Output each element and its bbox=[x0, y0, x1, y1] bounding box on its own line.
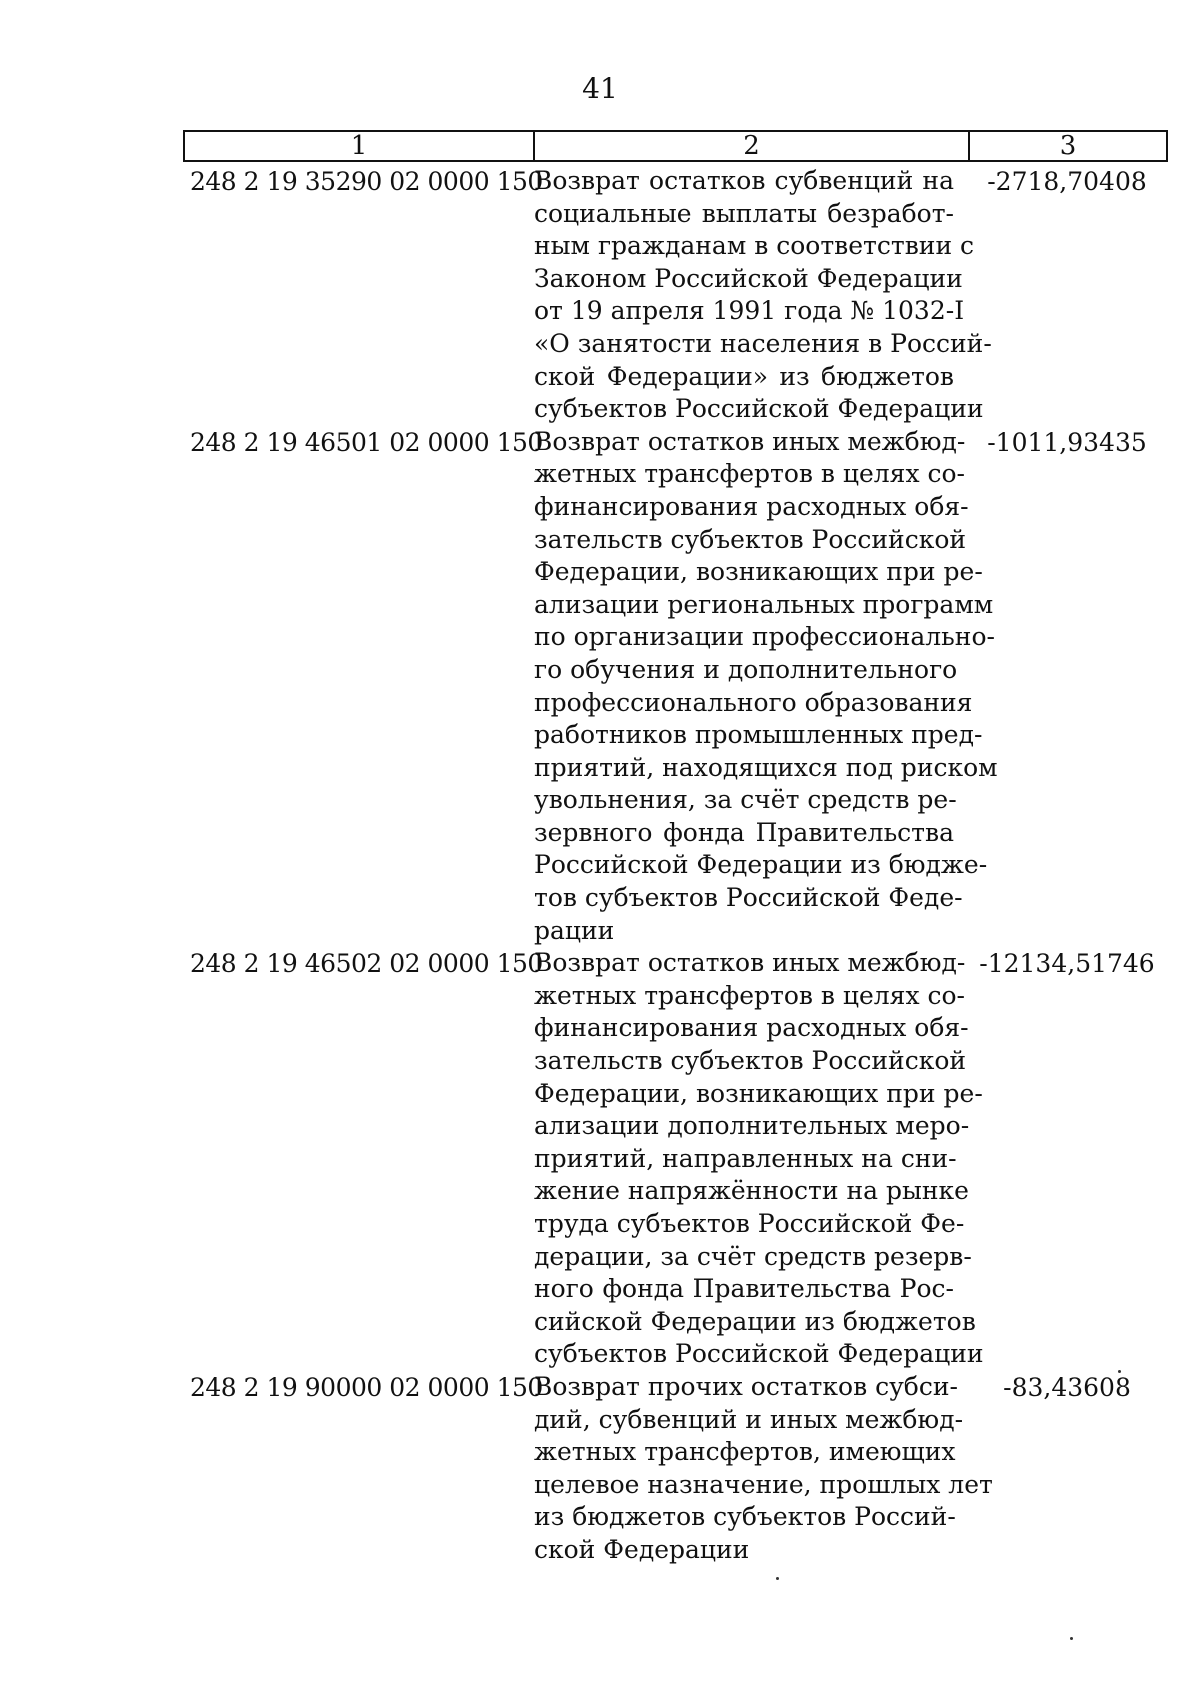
column-header-description: 2 bbox=[535, 132, 970, 160]
description-cell bbox=[534, 165, 992, 426]
description-line: ской Федерации» из бюджетов bbox=[534, 361, 954, 391]
amount-cell: -2718,70408 bbox=[987, 167, 1147, 196]
budget-code-cell: 248 2 19 46502 02 0000 150 bbox=[190, 949, 543, 979]
description-line: зательств субъектов Российской bbox=[534, 524, 967, 554]
description-line: Федерации, возникающих при ре- bbox=[534, 1078, 983, 1108]
description-cell bbox=[534, 426, 998, 948]
description-line: жетных трансфертов, имеющих bbox=[534, 1437, 956, 1467]
description-line: дерации, за счёт средств резерв- bbox=[534, 1241, 972, 1271]
description-cell bbox=[534, 1371, 993, 1567]
budget-code-cell: 248 2 19 46501 02 0000 150 bbox=[190, 427, 543, 457]
description-line: от 19 апреля 1991 года № 1032-I bbox=[534, 296, 965, 326]
description-line: Возврат прочих остатков субси- bbox=[534, 1371, 958, 1401]
description-line: ализации региональных программ bbox=[534, 589, 994, 619]
amount-cell: -12134,51746 bbox=[979, 949, 1155, 979]
description-line: субъектов Российской Федерации bbox=[534, 394, 984, 424]
description-line: зательств субъектов Российской bbox=[534, 1046, 967, 1076]
scan-speck bbox=[1118, 1370, 1121, 1373]
description-line: увольнения, за счёт средств ре- bbox=[534, 785, 957, 815]
description-line: Возврат остатков иных межбюд- bbox=[534, 426, 966, 456]
description-line: жение напряжённости на рынке bbox=[534, 1176, 969, 1206]
description-line: целевое назначение, прошлых лет bbox=[534, 1469, 993, 1499]
table-row bbox=[190, 947, 1170, 1371]
description-line: ской Федерации bbox=[534, 1534, 750, 1564]
description-line: труда субъектов Российской Фе- bbox=[534, 1209, 965, 1238]
description-line: «О занятости населения в Россий- bbox=[534, 328, 992, 358]
description-line: приятий, направленных на сни- bbox=[534, 1143, 957, 1173]
description-line: Возврат остатков иных межбюд- bbox=[534, 948, 966, 978]
description-line: зервного фонда Правительства bbox=[534, 817, 954, 847]
budget-code-cell: 248 2 19 90000 02 0000 150 bbox=[190, 1372, 543, 1402]
description-line: социальные выплаты безработ- bbox=[534, 198, 954, 228]
description-line: ного фонда Правительства Рос- bbox=[534, 1274, 954, 1304]
amount-cell: -83,43608 bbox=[1003, 1372, 1131, 1402]
column-header-code: 1 bbox=[185, 132, 535, 160]
scan-speck bbox=[1070, 1637, 1073, 1640]
table-row bbox=[190, 165, 1170, 426]
description-line: дий, субвенций и иных межбюд- bbox=[534, 1404, 964, 1434]
table-row bbox=[190, 1371, 1170, 1567]
table-row bbox=[190, 426, 1170, 948]
description-line: приятий, находящихся под риском bbox=[534, 752, 998, 782]
description-line: рации bbox=[534, 915, 615, 945]
page-number: 41 bbox=[582, 72, 618, 105]
description-line: ным гражданам в соответствии с bbox=[534, 231, 975, 261]
description-cell bbox=[534, 947, 984, 1371]
scan-speck bbox=[776, 1577, 779, 1580]
table-header bbox=[183, 130, 1168, 162]
description-line: субъектов Российской Федерации bbox=[534, 1339, 984, 1369]
table-body bbox=[190, 165, 1170, 1567]
description-line: по организации профессионально- bbox=[534, 622, 995, 652]
column-header-amount: 3 bbox=[1059, 131, 1077, 161]
amount-cell: -1011,93435 bbox=[987, 427, 1147, 457]
description-line: сийской Федерации из бюджетов bbox=[534, 1306, 976, 1336]
description-line: работников промышленных пред- bbox=[534, 720, 983, 750]
description-line: жетных трансфертов в целях со- bbox=[534, 459, 965, 489]
description-line: тов субъектов Российской Феде- bbox=[534, 883, 963, 913]
description-line: ализации дополнительных меро- bbox=[534, 1111, 970, 1141]
description-line: го обучения и дополнительного bbox=[534, 654, 958, 684]
description-line: из бюджетов субъектов Россий- bbox=[534, 1502, 956, 1532]
budget-code-cell: 248 2 19 35290 02 0000 150 bbox=[190, 167, 543, 196]
description-line: жетных трансфертов в целях со- bbox=[534, 980, 965, 1010]
description-line: Федерации, возникающих при ре- bbox=[534, 557, 983, 587]
description-line: Возврат остатков субвенций на bbox=[534, 166, 954, 195]
description-line: финансирования расходных обя- bbox=[534, 491, 969, 521]
description-line: Законом Российской Федерации bbox=[534, 263, 963, 293]
description-line: финансирования расходных обя- bbox=[534, 1013, 969, 1043]
description-line: профессионального образования bbox=[534, 687, 973, 717]
description-line: Российской Федерации из бюдже- bbox=[534, 850, 988, 880]
